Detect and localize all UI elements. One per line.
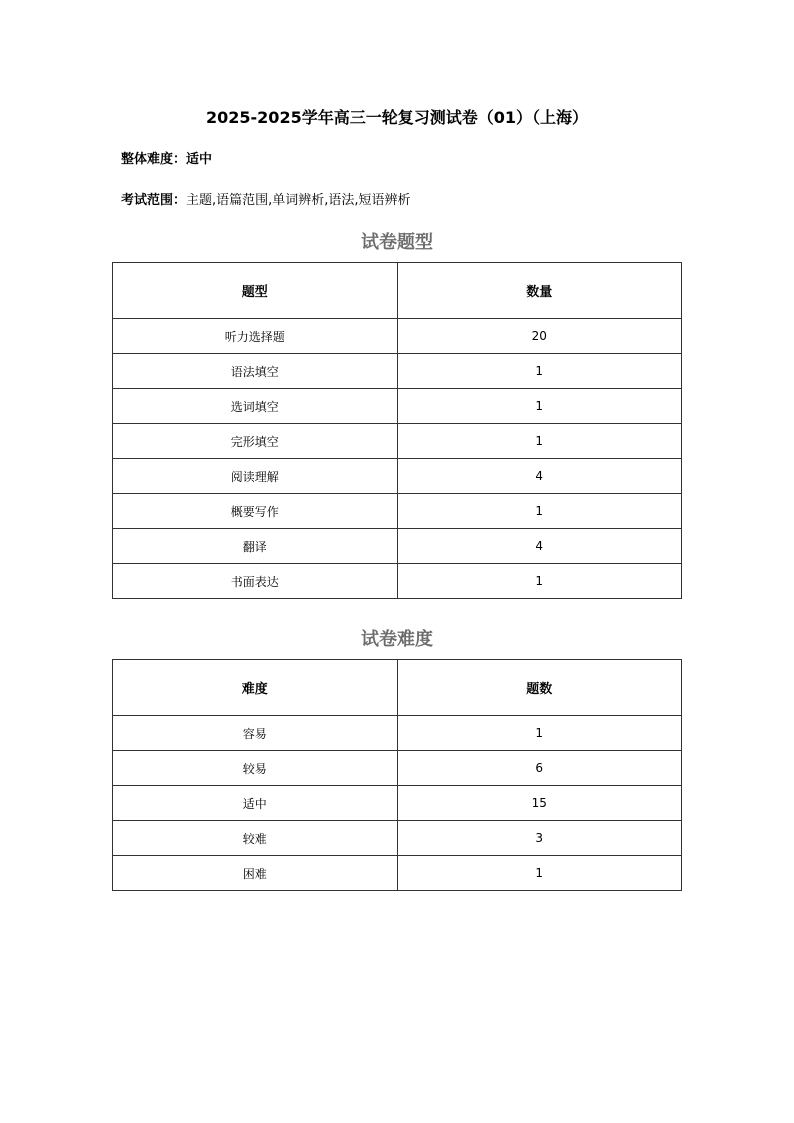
question-count-cell: 4 xyxy=(397,529,682,564)
question-type-cell: 概要写作 xyxy=(113,494,398,529)
table-header-row xyxy=(113,660,682,716)
overall-difficulty xyxy=(121,150,212,170)
question-count-cell: 1 xyxy=(397,564,682,599)
table-row xyxy=(113,821,682,856)
overall-difficulty-value: 适中 xyxy=(186,152,213,167)
question-type-cell: 听力选择题 xyxy=(113,319,398,354)
question-count-cell: 1 xyxy=(397,389,682,424)
table-row xyxy=(113,389,682,424)
table-row xyxy=(113,529,682,564)
difficulty-count-cell: 6 xyxy=(397,751,682,786)
difficulty-count-cell: 1 xyxy=(397,716,682,751)
table-row xyxy=(113,494,682,529)
table-row xyxy=(113,856,682,891)
difficulty-level-cell: 适中 xyxy=(113,786,398,821)
question-count-cell: 1 xyxy=(397,424,682,459)
table-row xyxy=(113,459,682,494)
question-type-cell: 语法填空 xyxy=(113,354,398,389)
column-header-count: 数量 xyxy=(397,263,682,319)
difficulty-level-cell: 较易 xyxy=(113,751,398,786)
difficulty-count-cell: 3 xyxy=(397,821,682,856)
table-row xyxy=(113,424,682,459)
question-count-cell: 4 xyxy=(397,459,682,494)
question-count-cell: 1 xyxy=(397,354,682,389)
table-row xyxy=(113,354,682,389)
difficulty-level-cell: 容易 xyxy=(113,716,398,751)
exam-scope xyxy=(121,191,411,211)
page-title: 2025-2025学年高三一轮复习测试卷（01）（上海） xyxy=(206,108,588,127)
difficulty-count-cell: 1 xyxy=(397,856,682,891)
question-type-cell: 完形填空 xyxy=(113,424,398,459)
difficulty-count-cell: 15 xyxy=(397,786,682,821)
exam-scope-label: 考试范围： xyxy=(121,193,187,208)
difficulty-table xyxy=(112,659,682,891)
table-header-row xyxy=(113,263,682,319)
difficulty-level-cell: 较难 xyxy=(113,821,398,856)
question-types-heading: 试卷题型 xyxy=(361,232,433,253)
exam-scope-value: 主题,语篇范围,单词辨析,语法,短语辨析 xyxy=(186,193,411,208)
question-type-cell: 选词填空 xyxy=(113,389,398,424)
column-header-level: 难度 xyxy=(113,660,398,716)
question-type-cell: 翻译 xyxy=(113,529,398,564)
table-row xyxy=(113,564,682,599)
question-count-cell: 20 xyxy=(397,319,682,354)
column-header-type: 题型 xyxy=(113,263,398,319)
table-row xyxy=(113,751,682,786)
question-count-cell: 1 xyxy=(397,494,682,529)
question-type-cell: 阅读理解 xyxy=(113,459,398,494)
table-row xyxy=(113,319,682,354)
table-row xyxy=(113,716,682,751)
difficulty-heading: 试卷难度 xyxy=(361,629,433,650)
question-type-cell: 书面表达 xyxy=(113,564,398,599)
difficulty-level-cell: 困难 xyxy=(113,856,398,891)
table-row xyxy=(113,786,682,821)
overall-difficulty-label: 整体难度： xyxy=(121,152,187,167)
column-header-count: 题数 xyxy=(397,660,682,716)
question-types-table xyxy=(112,262,682,599)
